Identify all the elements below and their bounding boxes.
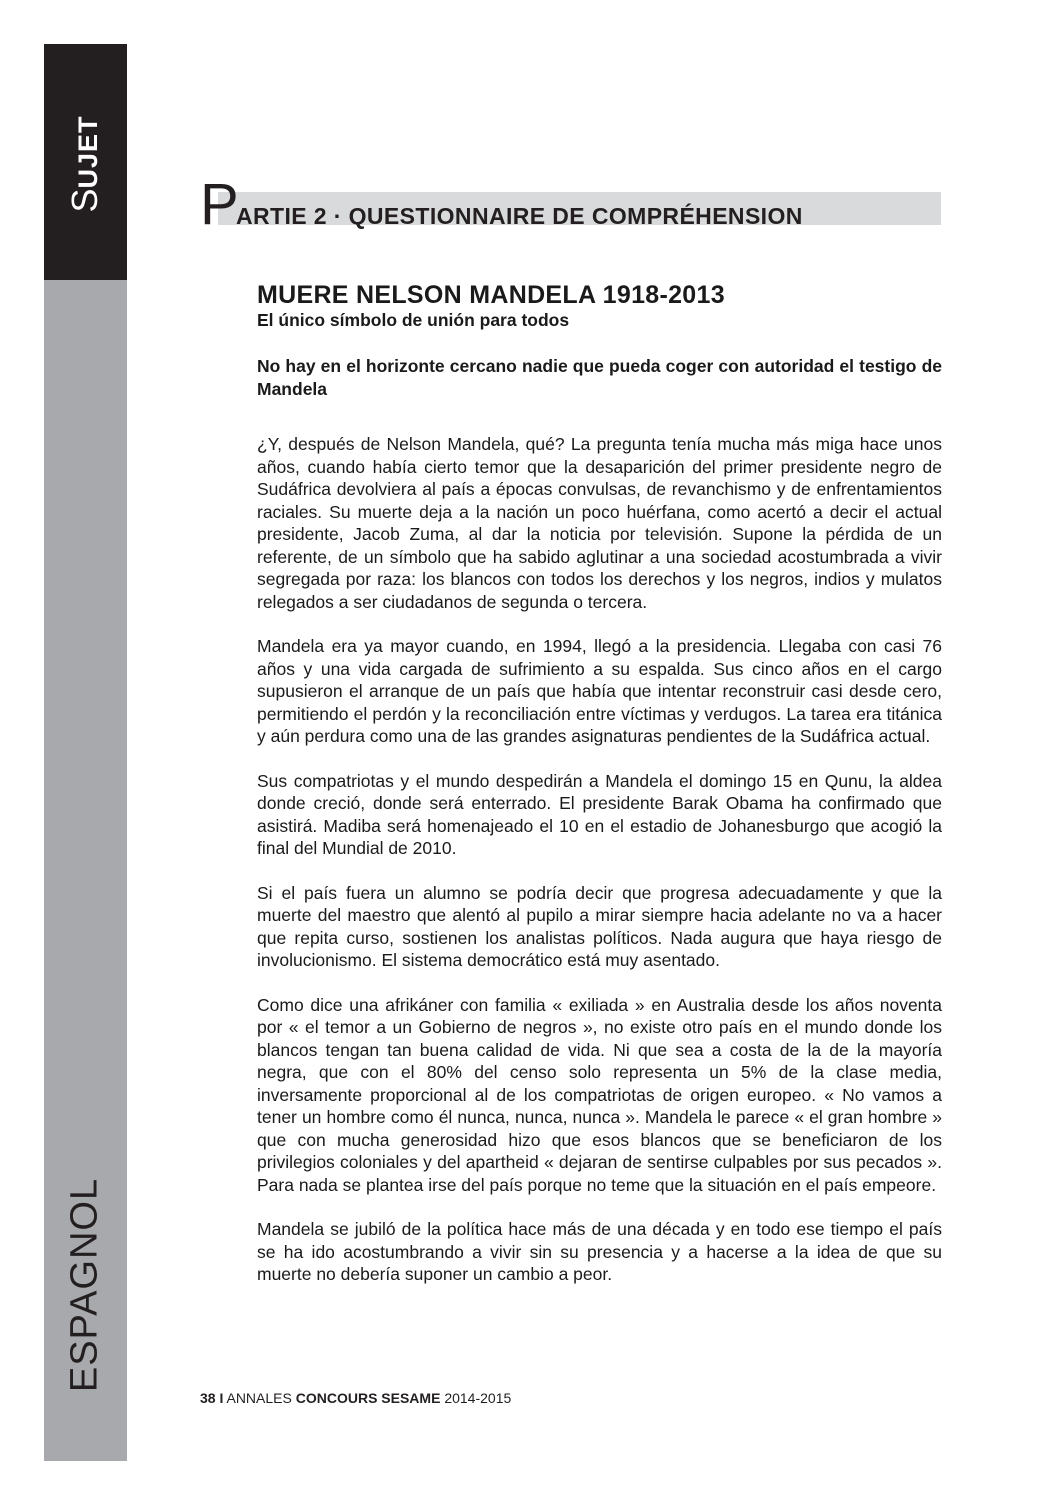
sidebar-label-espagnol: ESPAGNOL bbox=[63, 1177, 106, 1393]
article-paragraph: Como dice una afrikáner con familia « exiliada » en Australia desde los años noventa por « el temor a un Gobierno de negros », no existe otro país en el mundo donde los blancos tengan tan buena calidad de vida. Ni que sea a costa de la de la mayoría negra, que con el 80% del censo solo representa un 5% de la clase media, inversamente proporcional al de los compatriotas de origen europeo. « No vamos a tener un hombre como él nunca, nunca, nunca ». Mandela le parece « el gran hombre » que con mucha generosidad hizo que esos blancos que se beneficiaron de los privilegios coloniales y del apartheid « dejaran de sentirse culpables por sus pecados ». Para nada se plantea irse del país porque no teme que la situación en el país empeore. bbox=[257, 994, 942, 1195]
part-header bbox=[200, 172, 941, 237]
article-paragraph: Si el país fuera un alumno se podría decir que progresa adecuadamente y que la muerte del maestro que alentó al pupilo a mirar siempre hacia adelante no va a hacer que repita curso, sostienen los analistas políticos. Nada augura que haya riesgo de involucionismo. El sistema democrático está muy asentado. bbox=[257, 882, 942, 970]
article bbox=[257, 281, 942, 1308]
sidebar-label-initial: S bbox=[64, 188, 105, 213]
footer-annales: ANNALES bbox=[226, 1390, 292, 1406]
article-paragraph: Sus compatriotas y el mundo despedirán a Mandela el domingo 15 en Qunu, la aldea donde creció, donde será enterrado. El presidente Barak Obama ha confirmado que asistirá. Madiba será homenajeado el 10 en el estadio de Johanesburgo que acogió la final del Mundial de 2010. bbox=[257, 770, 942, 858]
article-body bbox=[257, 433, 942, 1286]
article-paragraph: Mandela se jubiló de la política hace más de una década y en todo ese tiempo el país se ha ido acostumbrando a vivir sin su presencia y a hacerse a la idea de que su muerte no debería suponer un cambio a peor. bbox=[257, 1219, 942, 1284]
footer-years: 2014-2015 bbox=[444, 1390, 512, 1406]
article-subtitle: El único símbolo de unión para todos bbox=[257, 310, 570, 330]
sidebar-label-rest: UJET bbox=[73, 115, 103, 189]
article-paragraph: ¿Y, después de Nelson Mandela, qué? La pregunta tenía mucha más miga hace unos años, cuando había cierto temor que la desaparición del primer presidente negro de Sudáfrica devolviera al país a épocas convulsas, de revanchismo y de enfrentamientos raciales. Su muerte deja a la nación un poco huérfana, como acertó a decir el actual presidente, Jacob Zuma, al dar la noticia por televisión. Supone la pérdida de un referente, de un símbolo que ha sabido aglutinar a una sociedad acostumbrada a vivir segregada por raza: los blancos con todos los derechos y los negros, indios y mulatos relegados a ser ciudadanos de segunda o tercera. bbox=[257, 434, 942, 612]
part-header-initial: P bbox=[200, 172, 239, 237]
article-paragraph: Mandela era ya mayor cuando, en 1994, llegó a la presidencia. Llegaba con casi 76 años y una vida cargada de sufrimiento a su espalda. Sus cinco años en el cargo supusieron el arranque de un país que había que intentar reconstruir casi desde cero, permitiendo el perdón y la reconciliación entre víctimas y verdugos. La tarea era titánica y aún perdura como una de las grandes asignaturas pendientes de la Sudáfrica actual. bbox=[257, 636, 942, 746]
article-title: MUERE NELSON MANDELA 1918-2013 bbox=[257, 281, 725, 309]
page-footer bbox=[200, 1390, 511, 1406]
footer-separator: I bbox=[219, 1390, 224, 1406]
article-lead: No hay en el horizonte cercano nadie que pueda coger con autoridad el testigo de Mandela bbox=[257, 356, 942, 399]
page-number: 38 bbox=[200, 1390, 216, 1406]
part-header-title: ARTIE 2 · QUESTIONNAIRE DE COMPRÉHENSION bbox=[236, 203, 803, 229]
footer-concours: CONCOURS SESAME bbox=[295, 1390, 441, 1406]
sidebar-label-sujet bbox=[64, 115, 106, 212]
